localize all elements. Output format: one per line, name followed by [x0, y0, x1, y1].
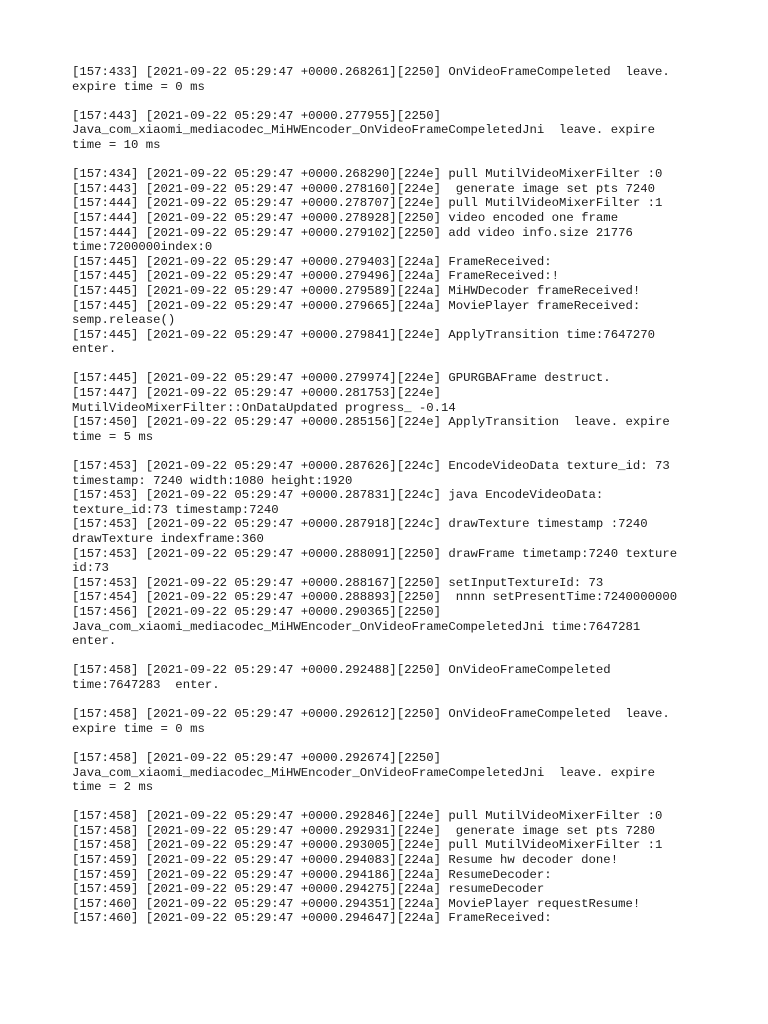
log-line: [157:443] [2021-09-22 05:29:47 +0000.278160][224e] generate image set pts 7240: [72, 181, 655, 196]
log-line: [157:445] [2021-09-22 05:29:47 +0000.279589][224a] MiHWDecoder frameReceived!: [72, 283, 641, 298]
log-line: texture_id:73 timestamp:7240: [72, 502, 279, 517]
log-document: [72, 65, 712, 941]
log-line: [157:453] [2021-09-22 05:29:47 +0000.287626][224c] EncodeVideoData texture_id: 73: [72, 459, 670, 474]
log-line: [157:445] [2021-09-22 05:29:47 +0000.279841][224e] ApplyTransition time:7647270: [72, 327, 655, 342]
log-line: [157:447] [2021-09-22 05:29:47 +0000.281753][224e]: [72, 386, 441, 401]
log-block-8: [72, 751, 712, 795]
log-line: [157:453] [2021-09-22 05:29:47 +0000.288167][2250] setInputTextureId: 73: [72, 575, 604, 590]
log-line: [157:444] [2021-09-22 05:29:47 +0000.278928][2250] video encoded one frame: [72, 210, 619, 225]
log-line: Java_com_xiaomi_mediacodec_MiHWEncoder_OnVideoFrameCompeletedJni leave. expire: [72, 123, 655, 138]
log-line: [157:458] [2021-09-22 05:29:47 +0000.292488][2250] OnVideoFrameCompeleted: [72, 663, 611, 678]
log-line: enter.: [72, 342, 117, 357]
log-line: [157:444] [2021-09-22 05:29:47 +0000.278707][224e] pull MutilVideoMixerFilter :1: [72, 196, 663, 211]
log-block-6: [72, 663, 712, 692]
log-block-3: [72, 167, 712, 357]
log-line: [157:444] [2021-09-22 05:29:47 +0000.279102][2250] add video info.size 21776: [72, 225, 633, 240]
log-line: [157:458] [2021-09-22 05:29:47 +0000.292612][2250] OnVideoFrameCompeleted leave.: [72, 707, 670, 722]
log-line: time:7200000index:0: [72, 240, 213, 255]
log-line: expire time = 0 ms: [72, 79, 205, 94]
log-block-1: [72, 65, 712, 94]
log-line: expire time = 0 ms: [72, 721, 205, 736]
log-line: time:7647283 enter.: [72, 677, 220, 692]
log-line: Java_com_xiaomi_mediacodec_MiHWEncoder_OnVideoFrameCompeletedJni time:7647281: [72, 619, 641, 634]
log-line: [157:445] [2021-09-22 05:29:47 +0000.279496][224a] FrameReceived:!: [72, 269, 560, 284]
log-line: [157:458] [2021-09-22 05:29:47 +0000.292931][224e] generate image set pts 7280: [72, 823, 655, 838]
log-line: [157:453] [2021-09-22 05:29:47 +0000.287831][224c] java EncodeVideoData:: [72, 488, 604, 503]
log-line: [157:445] [2021-09-22 05:29:47 +0000.279403][224a] FrameReceived:: [72, 254, 552, 269]
log-line: enter.: [72, 634, 117, 649]
log-line: MutilVideoMixerFilter::OnDataUpdated progress_ -0.14: [72, 400, 456, 415]
log-line: [157:459] [2021-09-22 05:29:47 +0000.294186][224a] ResumeDecoder:: [72, 867, 552, 882]
log-line: [157:453] [2021-09-22 05:29:47 +0000.287918][224c] drawTexture timestamp :7240: [72, 517, 648, 532]
log-line: time = 5 ms: [72, 429, 154, 444]
log-line: [157:456] [2021-09-22 05:29:47 +0000.290365][2250]: [72, 604, 441, 619]
log-line: drawTexture indexframe:360: [72, 532, 264, 546]
log-block-4: [72, 371, 712, 444]
log-line: [157:433] [2021-09-22 05:29:47 +0000.268261][2250] OnVideoFrameCompeleted leave.: [72, 65, 670, 79]
log-line: [157:458] [2021-09-22 05:29:47 +0000.293005][224e] pull MutilVideoMixerFilter :1: [72, 838, 663, 853]
log-line: [157:445] [2021-09-22 05:29:47 +0000.279974][224e] GPURGBAFrame destruct.: [72, 371, 611, 386]
log-line: time = 10 ms: [72, 137, 161, 152]
log-line: [157:459] [2021-09-22 05:29:47 +0000.294083][224a] Resume hw decoder done!: [72, 853, 619, 868]
log-line: [157:458] [2021-09-22 05:29:47 +0000.292674][2250]: [72, 750, 441, 765]
log-block-7: [72, 707, 712, 736]
log-line: [157:454] [2021-09-22 05:29:47 +0000.288893][2250] nnnn setPresentTime:7240000000: [72, 590, 678, 605]
log-block-2: [72, 109, 712, 153]
log-line: [157:453] [2021-09-22 05:29:47 +0000.288091][2250] drawFrame timetamp:7240 texture: [72, 546, 678, 561]
log-line: [157:450] [2021-09-22 05:29:47 +0000.285156][224e] ApplyTransition leave. expire: [72, 415, 670, 430]
log-line: [157:460] [2021-09-22 05:29:47 +0000.294351][224a] MoviePlayer requestResume!: [72, 896, 641, 911]
log-line: time = 2 ms: [72, 780, 154, 795]
log-line: id:73: [72, 561, 109, 576]
log-line: [157:460] [2021-09-22 05:29:47 +0000.294647][224a] FrameReceived:: [72, 911, 552, 926]
log-block-9: [72, 809, 712, 926]
log-block-5: [72, 459, 712, 649]
log-line: [157:434] [2021-09-22 05:29:47 +0000.268290][224e] pull MutilVideoMixerFilter :0: [72, 167, 663, 182]
log-line: [157:458] [2021-09-22 05:29:47 +0000.292846][224e] pull MutilVideoMixerFilter :0: [72, 809, 663, 824]
log-line: [157:443] [2021-09-22 05:29:47 +0000.277955][2250]: [72, 108, 441, 123]
log-line: [157:445] [2021-09-22 05:29:47 +0000.279665][224a] MoviePlayer frameReceived:: [72, 298, 641, 313]
log-line: timestamp: 7240 width:1080 height:1920: [72, 473, 353, 488]
log-line: semp.release(): [72, 313, 176, 328]
log-line: Java_com_xiaomi_mediacodec_MiHWEncoder_OnVideoFrameCompeletedJni leave. expire: [72, 765, 655, 780]
log-line: [157:459] [2021-09-22 05:29:47 +0000.294275][224a] resumeDecoder: [72, 882, 545, 897]
